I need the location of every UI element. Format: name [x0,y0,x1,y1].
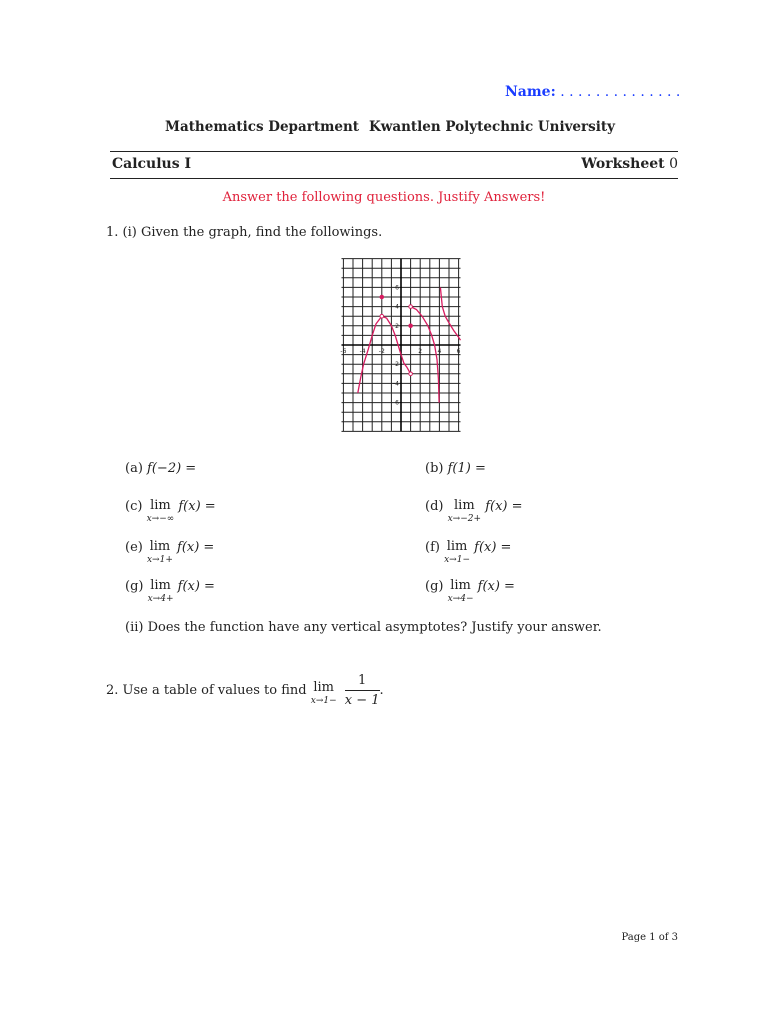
graph-axes [341,259,460,432]
item-e-expr: f(x) = [177,540,215,555]
item-g2-sub: x→4− [447,594,474,604]
x-tick-label: -6 [340,348,347,355]
question-1-heading [106,225,382,240]
filled-point [409,324,413,328]
item-e-lim: lim [149,539,171,554]
x-tick-label: 2 [418,348,423,355]
item-g1-expr: f(x) = [177,579,215,594]
question-1-part-2: (ii) Does the function have any vertical asymptotes? Justify your answer. [125,620,602,635]
open-point [409,305,413,309]
item-a-label: (a) [125,461,143,476]
worksheet-number: 0 [669,156,678,172]
question-2-number: 2. [106,683,119,698]
item-a-text: f(−2) = [147,461,197,476]
name-field [505,84,680,100]
item-c-lim: lim [150,498,171,513]
question-2-text: Use a table of values to find [122,683,307,698]
question-2-fraction [345,673,380,708]
item-b [425,461,486,476]
question-1-intro: (i) Given the graph, find the followings. [122,225,383,240]
item-c-label: (c) [125,499,143,514]
item-g2-label: (g) [425,579,444,594]
question-2-sub: x→1− [310,696,337,706]
item-f-sub: x→1− [444,555,470,565]
item-g2-expr: f(x) = [477,579,515,594]
university: Kwantlen Polytechnic University [369,119,615,135]
y-tick-label: -2 [393,361,399,369]
item-e-sub: x→1+ [146,555,173,565]
question-2-lim: lim [313,680,335,695]
worksheet-label [581,156,678,172]
item-f-label: (f) [425,540,440,555]
item-g2-lim: lim [450,578,471,593]
x-tick-label: -4 [359,348,366,355]
item-f [425,540,511,565]
item-f-lim: lim [446,539,468,554]
header-rule-bottom [110,178,678,179]
item-g1-label: (g) [125,579,144,594]
open-point [380,314,384,318]
fraction-denominator: x − 1 [344,693,380,708]
item-g1-sub: x→4+ [147,594,174,604]
item-g2 [425,579,515,604]
item-d-expr: f(x) = [485,499,523,514]
item-a [125,461,196,476]
x-tick-label: 6 [456,348,461,355]
y-tick-label: 6 [395,284,399,292]
item-c [125,499,216,524]
page-footer: Page 1 of 3 [621,932,678,943]
y-tick-label: 2 [395,322,399,330]
item-d [425,499,523,524]
item-g1 [125,579,215,604]
x-tick-label: 4 [437,348,442,355]
question-1-number: 1. [106,225,119,240]
question-2 [106,673,384,708]
fraction-numerator: 1 [345,673,380,691]
y-tick-label: -6 [393,399,399,407]
open-point [409,372,413,376]
item-e-label: (e) [125,540,143,555]
curve-piece-right [440,287,460,340]
y-tick-label: 4 [395,303,399,311]
name-dots: . . . . . . . . . . . . . . [560,84,681,100]
name-label: Name: [505,84,556,100]
function-graph [280,254,522,436]
item-b-text: f(1) = [447,461,486,476]
item-d-sub: x→−2+ [447,514,482,524]
department: Mathematics Department [165,119,360,135]
course-title: Calculus I [112,156,192,172]
x-tick-label: -2 [378,348,385,355]
instruction: Answer the following questions. Justify Answers! [222,190,546,205]
item-f-expr: f(x) = [474,540,512,555]
worksheet-word: Worksheet [581,156,665,172]
item-d-label: (d) [425,499,444,514]
item-c-expr: f(x) = [178,499,216,514]
item-c-sub: x→−∞ [146,514,175,524]
header-rule-top [110,151,678,152]
y-tick-label: -4 [393,380,399,388]
item-g1-lim: lim [150,578,171,593]
item-b-label: (b) [425,461,444,476]
filled-point [380,295,384,299]
item-e [125,540,214,565]
item-d-lim: lim [454,498,475,513]
question-2-period: . [379,683,384,698]
